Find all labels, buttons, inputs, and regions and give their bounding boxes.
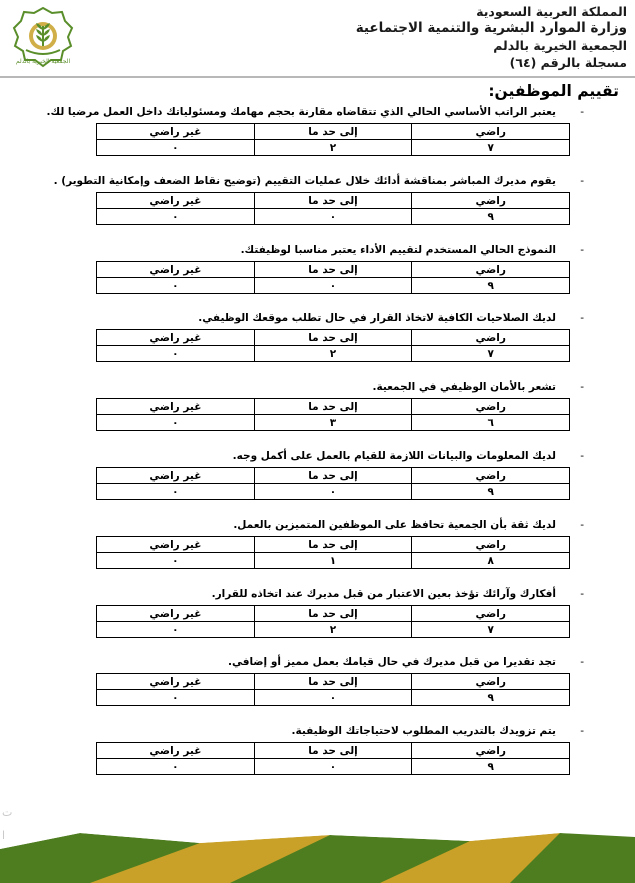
bullet-dash: - [580, 656, 584, 668]
column-header: إلى حد ما [254, 537, 412, 553]
rating-value: ٩ [412, 484, 570, 500]
rating-table [96, 673, 570, 706]
bullet-dash: - [580, 588, 584, 600]
bullet-dash: - [580, 519, 584, 531]
rating-header-row [97, 468, 570, 484]
question-text [53, 173, 584, 189]
rating-table [96, 261, 570, 294]
rating-values-row [97, 415, 570, 431]
question-text [96, 586, 584, 602]
bullet-dash: - [580, 106, 584, 118]
column-header: غير راضي [97, 743, 255, 759]
rating-value: ٩ [412, 759, 570, 775]
rating-value: ٦ [412, 415, 570, 431]
header-divider [0, 76, 635, 78]
rating-value: ٠ [97, 140, 255, 156]
rating-value: ٠ [97, 759, 255, 775]
rating-value: ٠ [254, 484, 412, 500]
rating-header-row [97, 124, 570, 140]
page-header [0, 0, 635, 78]
column-header: راضي [412, 124, 570, 140]
rating-header-row [97, 674, 570, 690]
column-header: راضي [412, 606, 570, 622]
rating-value: ٠ [97, 553, 255, 569]
question-label: أفكارك وآرائك تؤخذ بعين الاعتبار من قبل مديرك عند اتخاذه للقرار. [211, 588, 556, 600]
rating-header-row [97, 193, 570, 209]
rating-value: ٠ [254, 278, 412, 294]
rating-values-row [97, 553, 570, 569]
rating-value: ٣ [254, 415, 412, 431]
rating-value: ٠ [97, 622, 255, 638]
rating-value: ٢ [254, 622, 412, 638]
column-header: إلى حد ما [254, 124, 412, 140]
rating-header-row [97, 606, 570, 622]
rating-table [96, 742, 570, 775]
rating-table [96, 329, 570, 362]
column-header: إلى حد ما [254, 606, 412, 622]
column-header: راضي [412, 262, 570, 278]
question-text [96, 517, 584, 533]
margin-fragment: ا [2, 829, 6, 842]
column-header: راضي [412, 743, 570, 759]
page-title: تقييم الموظفين: [488, 82, 619, 100]
footer-decoration [0, 827, 635, 883]
country-name: المملكة العربية السعودية [476, 4, 627, 19]
column-header: راضي [412, 468, 570, 484]
column-header: غير راضي [97, 674, 255, 690]
column-header: غير راضي [97, 537, 255, 553]
rating-table [96, 605, 570, 638]
rating-header-row [97, 399, 570, 415]
organization-logo [12, 6, 74, 70]
rating-table [96, 123, 570, 156]
question-block [96, 242, 584, 294]
rating-values-row [97, 209, 570, 225]
bullet-dash: - [580, 244, 584, 256]
question-label: يتم تزويدك بالتدريب المطلوب لاحتياجاتك الوظيفية. [291, 725, 556, 737]
column-header: إلى حد ما [254, 468, 412, 484]
logo-caption: الجمعية الخيرية بالدلم [15, 58, 71, 65]
rating-value: ٠ [97, 209, 255, 225]
bullet-dash: - [580, 450, 584, 462]
rating-header-row [97, 262, 570, 278]
question-label: تشعر بالأمان الوظيفي في الجمعية. [372, 381, 556, 393]
bullet-dash: - [580, 312, 584, 324]
rating-value: ٨ [412, 553, 570, 569]
rating-value: ٢ [254, 140, 412, 156]
bullet-dash: - [580, 381, 584, 393]
rating-value: ٠ [97, 278, 255, 294]
rating-value: ٠ [254, 690, 412, 706]
question-block [96, 379, 584, 431]
bullet-dash: - [580, 175, 584, 187]
registration-number: مسجلة بالرقم (٦٤) [509, 55, 627, 70]
rating-table [96, 467, 570, 500]
rating-value: ٩ [412, 278, 570, 294]
column-header: إلى حد ما [254, 193, 412, 209]
organization-info [356, 3, 627, 71]
column-header: غير راضي [97, 124, 255, 140]
bullet-dash: - [580, 725, 584, 737]
rating-value: ٧ [412, 346, 570, 362]
rating-values-row [97, 690, 570, 706]
rating-values-row [97, 140, 570, 156]
question-text [96, 723, 584, 739]
question-label: لديك ثقة بأن الجمعية تحافظ على الموظفين المتميزين بالعمل. [233, 519, 556, 531]
rating-table [96, 192, 570, 225]
organization-name: الجمعية الخيرية بالدلم [493, 38, 627, 53]
rating-values-row [97, 484, 570, 500]
rating-values-row [97, 759, 570, 775]
question-block [96, 448, 584, 500]
question-label: يعتبر الراتب الأساسي الحالي الذي تتقاضاه مقارنة بحجم مهامك ومسئولياتك داخل العمل مرضيا لك. [46, 106, 556, 118]
rating-header-row [97, 330, 570, 346]
column-header: راضي [412, 330, 570, 346]
question-block [96, 517, 584, 569]
column-header: غير راضي [97, 399, 255, 415]
column-header: راضي [412, 674, 570, 690]
page-footer [0, 827, 635, 883]
question-block [96, 310, 584, 362]
rating-table [96, 536, 570, 569]
question-block [53, 173, 584, 225]
column-header: إلى حد ما [254, 743, 412, 759]
question-label: لديك الصلاحيات الكافية لاتخاذ القرار في حال تطلب موقعك الوظيفي. [198, 312, 556, 324]
question-label: لديك المعلومات والبيانات اللازمة للقيام بالعمل على أكمل وجه. [232, 450, 556, 462]
question-text [96, 379, 584, 395]
question-block [96, 654, 584, 706]
question-block [46, 104, 584, 156]
column-header: غير راضي [97, 606, 255, 622]
rating-value: ٠ [97, 484, 255, 500]
rating-value: ٧ [412, 140, 570, 156]
rating-values-row [97, 622, 570, 638]
margin-fragment: ت [2, 806, 13, 819]
rating-value: ٠ [97, 346, 255, 362]
column-header: غير راضي [97, 262, 255, 278]
column-header: غير راضي [97, 468, 255, 484]
rating-value: ٠ [97, 415, 255, 431]
ministry-name: وزارة الموارد البشرية والتنمية الاجتماعية [355, 20, 627, 36]
question-label: النموذج الحالي المستخدم لتقييم الأداء يعتبر مناسبا لوظيفتك. [240, 244, 556, 256]
rating-value: ٠ [254, 209, 412, 225]
question-label: تجد تقديرا من قبل مديرك في حال قيامك بعمل مميز أو إضافي. [227, 656, 556, 668]
question-text [96, 448, 584, 464]
question-block [96, 586, 584, 638]
rating-value: ١ [254, 553, 412, 569]
question-text [96, 654, 584, 670]
column-header: راضي [412, 537, 570, 553]
rating-value: ٩ [412, 209, 570, 225]
rating-table [96, 398, 570, 431]
question-block [96, 723, 584, 775]
column-header: إلى حد ما [254, 330, 412, 346]
column-header: إلى حد ما [254, 399, 412, 415]
column-header: غير راضي [97, 193, 255, 209]
column-header: إلى حد ما [254, 674, 412, 690]
rating-header-row [97, 537, 570, 553]
rating-values-row [97, 346, 570, 362]
question-text [46, 104, 584, 120]
rating-value: ٠ [254, 759, 412, 775]
rating-value: ٠ [97, 690, 255, 706]
rating-value: ٩ [412, 690, 570, 706]
rating-values-row [97, 278, 570, 294]
column-header: راضي [412, 193, 570, 209]
question-text [96, 242, 584, 258]
rating-value: ٢ [254, 346, 412, 362]
question-text [96, 310, 584, 326]
rating-value: ٧ [412, 622, 570, 638]
column-header: غير راضي [97, 330, 255, 346]
column-header: إلى حد ما [254, 262, 412, 278]
column-header: راضي [412, 399, 570, 415]
question-label: يقوم مديرك المباشر بمناقشة أدائك خلال عمليات التقييم (توضيح نقاط الضعف وإمكانية التطوير) . [53, 175, 556, 187]
rating-header-row [97, 743, 570, 759]
